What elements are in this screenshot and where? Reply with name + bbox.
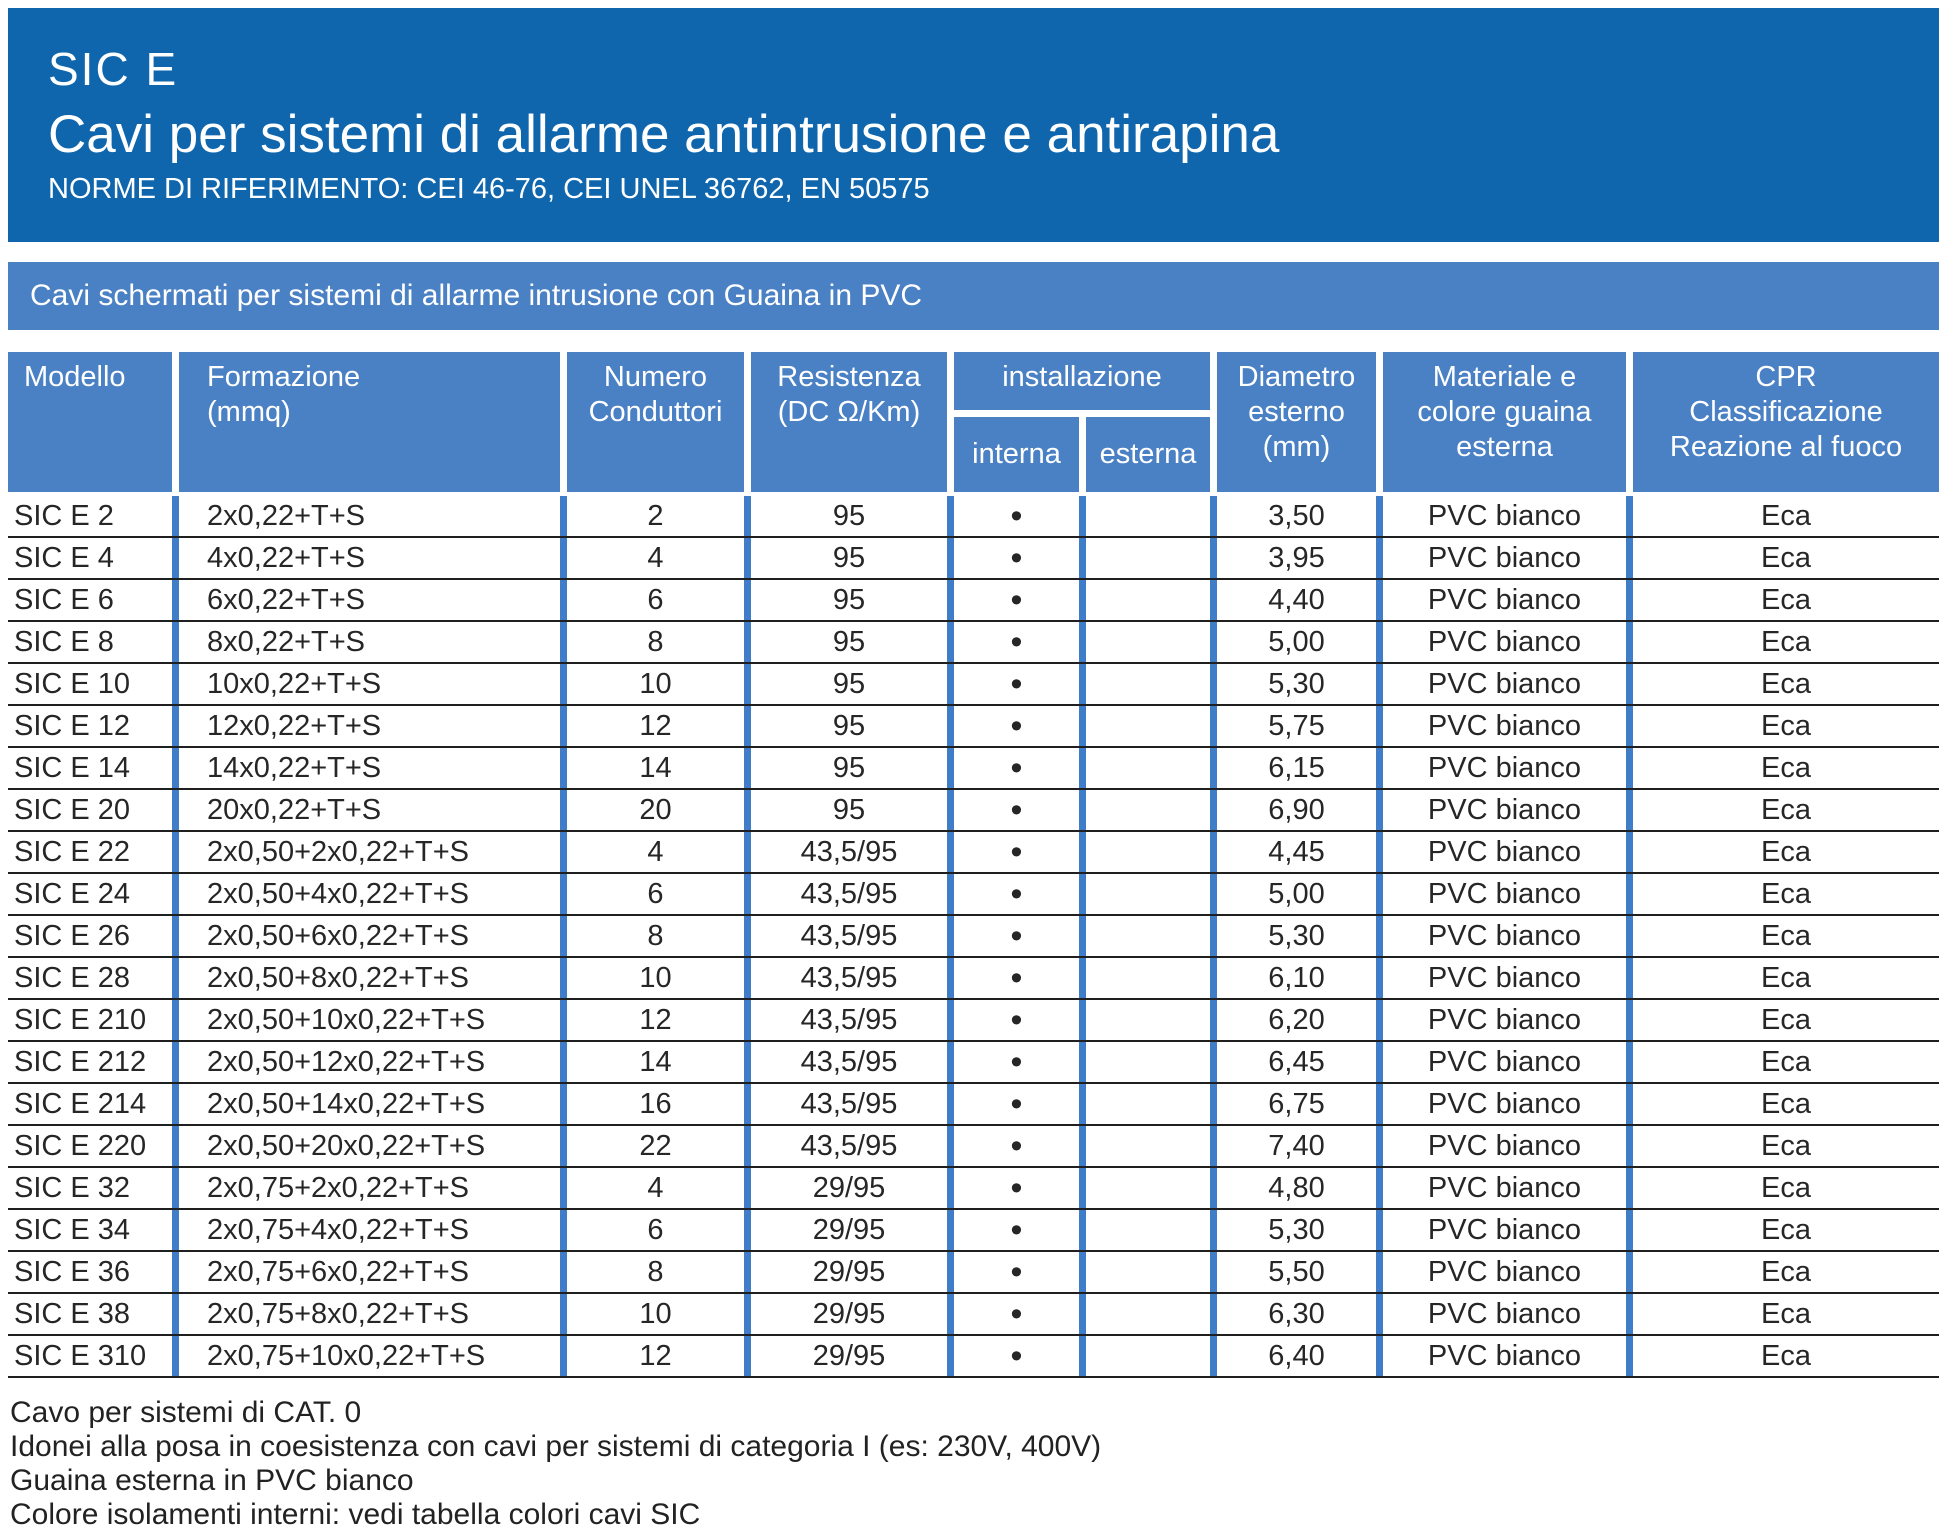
cell-cpr: Eca xyxy=(1761,583,1811,616)
cell-esterna xyxy=(1086,916,1217,956)
cell-materiale: PVC bianco xyxy=(1383,1336,1633,1376)
table-row xyxy=(8,1336,1939,1378)
cell-interna: • xyxy=(954,958,1086,998)
cell-formazione: 10x0,22+T+S xyxy=(179,664,567,704)
section-banner-label: Cavi schermati per sistemi di allarme intrusione con Guaina in PVC xyxy=(30,279,923,312)
table-row xyxy=(8,790,1939,832)
cell-formazione: 2x0,50+14x0,22+T+S xyxy=(179,1084,567,1124)
cell-modello: SIC E 6 xyxy=(8,580,179,620)
cell-conduttori: 20 xyxy=(567,790,751,830)
cell-diametro: 4,45 xyxy=(1217,832,1383,872)
cell-materiale: PVC bianco xyxy=(1383,1168,1633,1208)
cell-conduttori: 8 xyxy=(567,916,751,956)
cell-materiale: PVC bianco xyxy=(1383,706,1633,746)
table-row xyxy=(8,622,1939,664)
cell-formazione: 2x0,75+8x0,22+T+S xyxy=(179,1294,567,1334)
footnote-line: Guaina esterna in PVC bianco xyxy=(10,1464,414,1497)
cell-conduttori: 12 xyxy=(567,1000,751,1040)
table-row xyxy=(8,1084,1939,1126)
cell-cpr: Eca xyxy=(1761,1087,1811,1120)
cell-cpr: Eca xyxy=(1761,499,1811,532)
cell-interna: • xyxy=(954,874,1086,914)
cell-materiale: PVC bianco xyxy=(1383,1252,1633,1292)
cell-formazione: 8x0,22+T+S xyxy=(179,622,567,662)
cell-conduttori: 10 xyxy=(567,958,751,998)
cell-modello: SIC E 28 xyxy=(8,958,179,998)
cell-diametro: 5,50 xyxy=(1217,1252,1383,1292)
cell-formazione: 6x0,22+T+S xyxy=(179,580,567,620)
page-title: Cavi per sistemi di allarme antintrusione e antirapina xyxy=(48,105,1280,164)
cell-esterna xyxy=(1086,1168,1217,1208)
cell-resistenza: 29/95 xyxy=(751,1294,954,1334)
cell-materiale: PVC bianco xyxy=(1383,496,1633,536)
cell-diametro: 5,30 xyxy=(1217,1210,1383,1250)
cell-esterna xyxy=(1086,664,1217,704)
table-row xyxy=(8,496,1939,538)
table-row xyxy=(8,1126,1939,1168)
table-body xyxy=(8,496,1939,1378)
cell-esterna xyxy=(1086,874,1217,914)
cell-formazione: 2x0,50+6x0,22+T+S xyxy=(179,916,567,956)
cell-modello: SIC E 214 xyxy=(8,1084,179,1124)
cell-materiale: PVC bianco xyxy=(1383,748,1633,788)
cell-conduttori: 4 xyxy=(567,1168,751,1208)
cell-materiale: PVC bianco xyxy=(1383,1042,1633,1082)
cell-conduttori: 14 xyxy=(567,1042,751,1082)
cell-interna: • xyxy=(954,538,1086,578)
cell-resistenza: 29/95 xyxy=(751,1336,954,1376)
cell-conduttori: 14 xyxy=(567,748,751,788)
cell-formazione: 14x0,22+T+S xyxy=(179,748,567,788)
cell-modello: SIC E 36 xyxy=(8,1252,179,1292)
cell-resistenza: 43,5/95 xyxy=(751,874,954,914)
cell-diametro: 6,10 xyxy=(1217,958,1383,998)
cell-cpr: Eca xyxy=(1761,751,1811,784)
cell-formazione: 2x0,75+2x0,22+T+S xyxy=(179,1168,567,1208)
cell-diametro: 6,30 xyxy=(1217,1294,1383,1334)
cell-materiale: PVC bianco xyxy=(1383,1000,1633,1040)
cell-diametro: 3,50 xyxy=(1217,496,1383,536)
cell-interna: • xyxy=(954,790,1086,830)
cell-esterna xyxy=(1086,1336,1217,1376)
cell-formazione: 4x0,22+T+S xyxy=(179,538,567,578)
cell-modello: SIC E 210 xyxy=(8,1000,179,1040)
cell-diametro: 7,40 xyxy=(1217,1126,1383,1166)
cell-cpr: Eca xyxy=(1761,1171,1811,1204)
cell-diametro: 5,75 xyxy=(1217,706,1383,746)
cell-resistenza: 29/95 xyxy=(751,1210,954,1250)
cell-conduttori: 10 xyxy=(567,664,751,704)
cell-materiale: PVC bianco xyxy=(1383,916,1633,956)
cell-interna: • xyxy=(954,1000,1086,1040)
cell-cpr: Eca xyxy=(1761,541,1811,574)
product-name: SIC E xyxy=(48,43,179,95)
cell-formazione: 12x0,22+T+S xyxy=(179,706,567,746)
cell-interna: • xyxy=(954,622,1086,662)
table-row xyxy=(8,874,1939,916)
cell-cpr: Eca xyxy=(1761,1339,1811,1372)
column-header-interna: interna xyxy=(954,417,1086,492)
cell-diametro: 4,40 xyxy=(1217,580,1383,620)
cell-esterna xyxy=(1086,1000,1217,1040)
cell-interna: • xyxy=(954,1126,1086,1166)
cell-diametro: 6,15 xyxy=(1217,748,1383,788)
cell-modello: SIC E 10 xyxy=(8,664,179,704)
cell-materiale: PVC bianco xyxy=(1383,1084,1633,1124)
cell-formazione: 2x0,22+T+S xyxy=(179,496,567,536)
cell-cpr: Eca xyxy=(1761,1003,1811,1036)
column-header-materiale: Materiale e colore guaina esterna xyxy=(1383,352,1633,492)
cell-cpr: Eca xyxy=(1761,1255,1811,1288)
cell-esterna xyxy=(1086,1294,1217,1334)
cell-modello: SIC E 4 xyxy=(8,538,179,578)
cell-resistenza: 43,5/95 xyxy=(751,916,954,956)
cell-diametro: 6,90 xyxy=(1217,790,1383,830)
cell-esterna xyxy=(1086,622,1217,662)
title-band xyxy=(8,8,1939,242)
cell-materiale: PVC bianco xyxy=(1383,1294,1633,1334)
cell-formazione: 2x0,50+12x0,22+T+S xyxy=(179,1042,567,1082)
section-banner xyxy=(8,262,1939,330)
cell-interna: • xyxy=(954,1042,1086,1082)
table-row xyxy=(8,1252,1939,1294)
cell-cpr: Eca xyxy=(1761,835,1811,868)
column-header-esterna: esterna xyxy=(1086,417,1210,492)
cell-esterna xyxy=(1086,1210,1217,1250)
cell-modello: SIC E 34 xyxy=(8,1210,179,1250)
cell-conduttori: 22 xyxy=(567,1126,751,1166)
cell-resistenza: 29/95 xyxy=(751,1168,954,1208)
cell-resistenza: 43,5/95 xyxy=(751,1042,954,1082)
cell-esterna xyxy=(1086,790,1217,830)
cell-materiale: PVC bianco xyxy=(1383,958,1633,998)
cell-cpr: Eca xyxy=(1761,877,1811,910)
cell-formazione: 2x0,50+8x0,22+T+S xyxy=(179,958,567,998)
table-row xyxy=(8,916,1939,958)
cell-resistenza: 95 xyxy=(751,580,954,620)
cell-materiale: PVC bianco xyxy=(1383,790,1633,830)
cell-resistenza: 95 xyxy=(751,496,954,536)
cell-esterna xyxy=(1086,706,1217,746)
cell-cpr: Eca xyxy=(1761,667,1811,700)
cell-resistenza: 95 xyxy=(751,748,954,788)
cell-modello: SIC E 22 xyxy=(8,832,179,872)
cell-cpr: Eca xyxy=(1761,1213,1811,1246)
column-header-modello: Modello xyxy=(8,352,179,492)
cell-conduttori: 8 xyxy=(567,622,751,662)
cell-diametro: 5,30 xyxy=(1217,916,1383,956)
column-header-resistenza: Resistenza (DC Ω/Km) xyxy=(751,352,954,492)
cell-diametro: 4,80 xyxy=(1217,1168,1383,1208)
cell-interna: • xyxy=(954,664,1086,704)
cell-interna: • xyxy=(954,1210,1086,1250)
cell-materiale: PVC bianco xyxy=(1383,538,1633,578)
table-row xyxy=(8,706,1939,748)
cell-formazione: 2x0,75+6x0,22+T+S xyxy=(179,1252,567,1292)
cell-modello: SIC E 14 xyxy=(8,748,179,788)
cell-interna: • xyxy=(954,706,1086,746)
cell-esterna xyxy=(1086,1252,1217,1292)
cell-esterna xyxy=(1086,1084,1217,1124)
cell-interna: • xyxy=(954,580,1086,620)
cell-resistenza: 43,5/95 xyxy=(751,1084,954,1124)
table-row xyxy=(8,958,1939,1000)
reference-norms: NORME DI RIFERIMENTO: CEI 46-76, CEI UNEL 36762, EN 50575 xyxy=(48,173,930,205)
cell-conduttori: 4 xyxy=(567,832,751,872)
cell-materiale: PVC bianco xyxy=(1383,874,1633,914)
cell-materiale: PVC bianco xyxy=(1383,1126,1633,1166)
cell-resistenza: 43,5/95 xyxy=(751,1000,954,1040)
cell-cpr: Eca xyxy=(1761,793,1811,826)
cell-cpr: Eca xyxy=(1761,961,1811,994)
cell-resistenza: 95 xyxy=(751,790,954,830)
cell-diametro: 5,00 xyxy=(1217,874,1383,914)
table-row xyxy=(8,1210,1939,1252)
cell-diametro: 6,45 xyxy=(1217,1042,1383,1082)
column-header-diametro: Diametro esterno (mm) xyxy=(1217,352,1383,492)
cell-modello: SIC E 310 xyxy=(8,1336,179,1376)
cell-formazione: 2x0,75+4x0,22+T+S xyxy=(179,1210,567,1250)
cell-formazione: 2x0,50+2x0,22+T+S xyxy=(179,832,567,872)
table-row xyxy=(8,748,1939,790)
table-row xyxy=(8,664,1939,706)
table-row xyxy=(8,1042,1939,1084)
table-row xyxy=(8,1294,1939,1336)
cell-conduttori: 6 xyxy=(567,580,751,620)
cell-esterna xyxy=(1086,496,1217,536)
cell-modello: SIC E 2 xyxy=(8,496,179,536)
cell-materiale: PVC bianco xyxy=(1383,664,1633,704)
column-header-cpr: CPR Classificazione Reazione al fuoco xyxy=(1633,352,1939,492)
cell-conduttori: 12 xyxy=(567,706,751,746)
cell-formazione: 2x0,75+10x0,22+T+S xyxy=(179,1336,567,1376)
cell-diametro: 3,95 xyxy=(1217,538,1383,578)
cell-cpr: Eca xyxy=(1761,919,1811,952)
cell-materiale: PVC bianco xyxy=(1383,1210,1633,1250)
cell-resistenza: 29/95 xyxy=(751,1252,954,1292)
cell-modello: SIC E 220 xyxy=(8,1126,179,1166)
cell-conduttori: 2 xyxy=(567,496,751,536)
cell-cpr: Eca xyxy=(1761,625,1811,658)
cell-diametro: 6,75 xyxy=(1217,1084,1383,1124)
table-row xyxy=(8,1000,1939,1042)
cell-conduttori: 10 xyxy=(567,1294,751,1334)
cell-interna: • xyxy=(954,496,1086,536)
cell-conduttori: 4 xyxy=(567,538,751,578)
cell-resistenza: 95 xyxy=(751,622,954,662)
cell-interna: • xyxy=(954,1084,1086,1124)
cell-modello: SIC E 12 xyxy=(8,706,179,746)
cell-esterna xyxy=(1086,580,1217,620)
cell-modello: SIC E 20 xyxy=(8,790,179,830)
cell-modello: SIC E 8 xyxy=(8,622,179,662)
cell-modello: SIC E 38 xyxy=(8,1294,179,1334)
cell-cpr: Eca xyxy=(1761,1045,1811,1078)
cell-formazione: 2x0,50+4x0,22+T+S xyxy=(179,874,567,914)
cell-resistenza: 95 xyxy=(751,706,954,746)
cell-conduttori: 6 xyxy=(567,874,751,914)
cell-interna: • xyxy=(954,1168,1086,1208)
footnote-line: Idonei alla posa in coesistenza con cavi per sistemi di categoria I (es: 230V, 400V) xyxy=(10,1430,1102,1463)
cell-conduttori: 6 xyxy=(567,1210,751,1250)
table-row xyxy=(8,832,1939,874)
cell-cpr: Eca xyxy=(1761,1297,1811,1330)
table-row xyxy=(8,580,1939,622)
footnotes xyxy=(8,1396,1939,1532)
table-row xyxy=(8,1168,1939,1210)
cell-interna: • xyxy=(954,916,1086,956)
cell-resistenza: 43,5/95 xyxy=(751,958,954,998)
column-header-conduttori: Numero Conduttori xyxy=(567,352,751,492)
cell-diametro: 5,00 xyxy=(1217,622,1383,662)
cell-cpr: Eca xyxy=(1761,709,1811,742)
cell-diametro: 5,30 xyxy=(1217,664,1383,704)
footnote-line: Colore isolamenti interni: vedi tabella colori cavi SIC xyxy=(10,1498,701,1531)
cell-esterna xyxy=(1086,958,1217,998)
cell-esterna xyxy=(1086,538,1217,578)
cell-conduttori: 12 xyxy=(567,1336,751,1376)
cell-interna: • xyxy=(954,1252,1086,1292)
cell-diametro: 6,40 xyxy=(1217,1336,1383,1376)
cell-resistenza: 95 xyxy=(751,664,954,704)
datasheet-page xyxy=(8,8,1939,1532)
cell-conduttori: 16 xyxy=(567,1084,751,1124)
cell-modello: SIC E 32 xyxy=(8,1168,179,1208)
table-header xyxy=(8,352,1939,492)
cell-materiale: PVC bianco xyxy=(1383,622,1633,662)
column-header-installazione-group xyxy=(954,352,1217,492)
cell-resistenza: 95 xyxy=(751,538,954,578)
cell-modello: SIC E 26 xyxy=(8,916,179,956)
cell-formazione: 2x0,50+10x0,22+T+S xyxy=(179,1000,567,1040)
cell-resistenza: 43,5/95 xyxy=(751,1126,954,1166)
cell-materiale: PVC bianco xyxy=(1383,832,1633,872)
cell-formazione: 20x0,22+T+S xyxy=(179,790,567,830)
column-header-installazione: installazione xyxy=(954,352,1210,410)
column-header-formazione: Formazione (mmq) xyxy=(179,352,567,492)
cell-conduttori: 8 xyxy=(567,1252,751,1292)
cell-esterna xyxy=(1086,1126,1217,1166)
table-row xyxy=(8,538,1939,580)
cell-formazione: 2x0,50+20x0,22+T+S xyxy=(179,1126,567,1166)
cell-esterna xyxy=(1086,1042,1217,1082)
cell-interna: • xyxy=(954,1294,1086,1334)
cell-interna: • xyxy=(954,1336,1086,1376)
cell-modello: SIC E 24 xyxy=(8,874,179,914)
cell-interna: • xyxy=(954,832,1086,872)
cell-materiale: PVC bianco xyxy=(1383,580,1633,620)
cell-esterna xyxy=(1086,832,1217,872)
footnote-line: Cavo per sistemi di CAT. 0 xyxy=(10,1396,362,1429)
cell-diametro: 6,20 xyxy=(1217,1000,1383,1040)
cell-interna: • xyxy=(954,748,1086,788)
cell-modello: SIC E 212 xyxy=(8,1042,179,1082)
cell-esterna xyxy=(1086,748,1217,788)
cell-resistenza: 43,5/95 xyxy=(751,832,954,872)
cell-cpr: Eca xyxy=(1761,1129,1811,1162)
